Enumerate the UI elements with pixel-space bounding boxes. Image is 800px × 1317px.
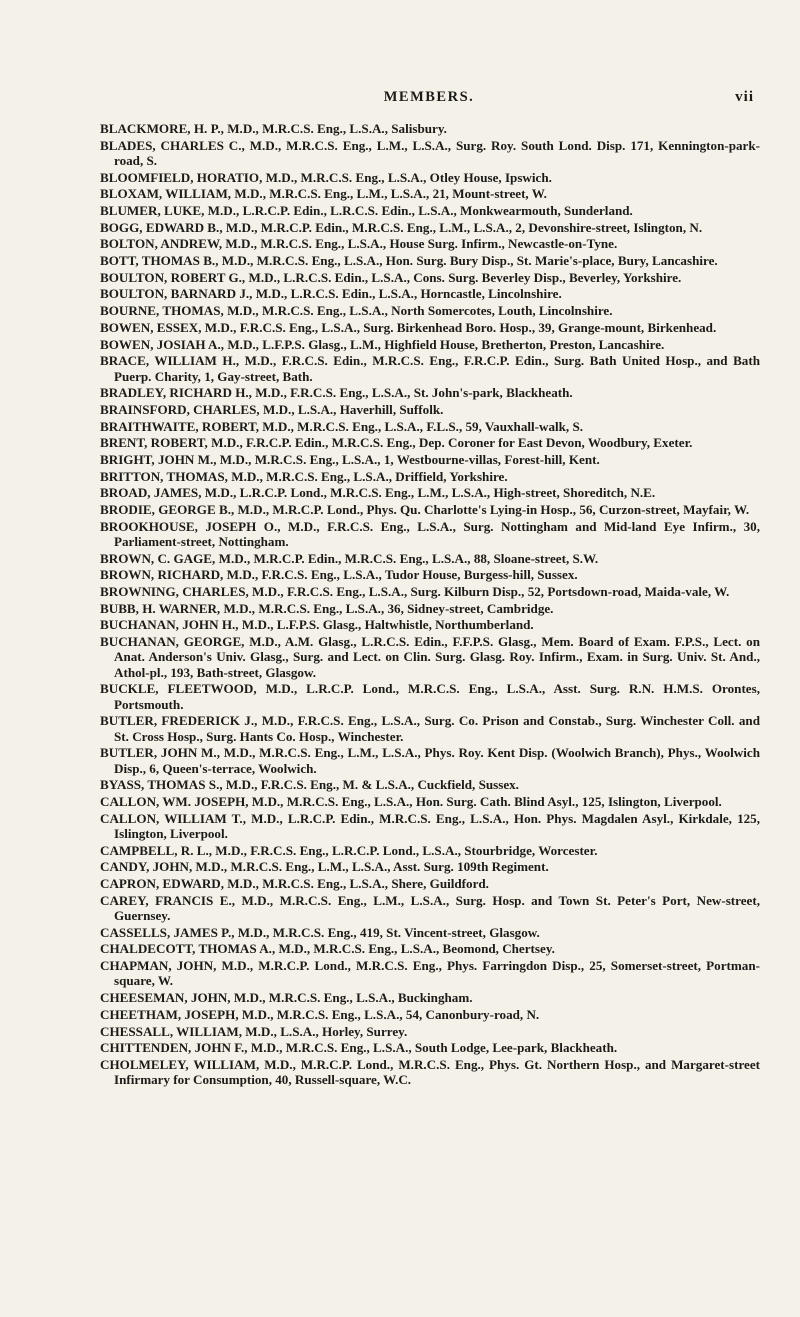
member-entry: CANDY, JOHN, M.D., M.R.C.S. Eng., L.M., L.S.A., Asst. Surg. 109th Regiment. <box>100 859 549 875</box>
member-entry: BOURNE, THOMAS, M.D., M.R.C.S. Eng., L.S.A., North Somercotes, Louth, Lincolnshire. <box>100 303 613 319</box>
member-entry: BLUMER, LUKE, M.D., L.R.C.P. Edin., L.R.C.S. Edin., L.S.A., Monkwearmouth, Sunderland. <box>100 203 633 219</box>
member-entry: BRENT, ROBERT, M.D., F.R.C.P. Edin., M.R.C.S. Eng., Dep. Coroner for East Devon, Woodbury, Exeter. <box>100 435 693 451</box>
member-entry: BUTLER, JOHN M., M.D., M.R.C.S. Eng., L.M., L.S.A., Phys. Roy. Kent Disp. (Woolwich Branch), Phys., Woolwich Disp., 6, Queen's-terrace, Woolwich. <box>100 745 760 776</box>
member-entry: CHAPMAN, JOHN, M.D., M.R.C.P. Lond., M.R.C.S. Eng., Phys. Farringdon Disp., 25, Somerset-street, Portman-square, W. <box>100 958 760 989</box>
member-entry: CHEETHAM, JOSEPH, M.D., M.R.C.S. Eng., L.S.A., 54, Canonbury-road, N. <box>100 1006 540 1022</box>
member-entry: CASSELLS, JAMES P., M.D., M.R.C.S. Eng., 419, St. Vincent-street, Glasgow. <box>100 924 540 940</box>
member-entry: BUCKLE, FLEETWOOD, M.D., L.R.C.P. Lond., M.R.C.S. Eng., L.S.A., Asst. Surg. R.N. H.M.S. Orontes, Portsmouth. <box>100 681 760 712</box>
member-entry: CALLON, WILLIAM T., M.D., L.R.C.P. Edin., M.R.C.S. Eng., L.S.A., Hon. Phys. Magdalen Asyl., Kirkdale, 125, Islington, Liverpool. <box>100 810 760 842</box>
member-entry: CALLON, WM. JOSEPH, M.D., M.R.C.S. Eng., L.S.A., Hon. Surg. Cath. Blind Asyl., 125, Islington, Liverpool. <box>100 794 722 810</box>
member-entry: BROOKHOUSE, JOSEPH O., M.D., F.R.C.S. Eng., L.S.A., Surg. Nottingham and Mid-land Eye Infirm., 30, Parliament-street, Nottingham. <box>100 518 760 550</box>
member-entry: BRACE, WILLIAM H., M.D., F.R.C.S. Edin., M.R.C.S. Eng., F.R.C.P. Edin., Surg. Bath United Hosp., and Bath Puerp. Charity, 1, Gay-street, Bath. <box>100 353 760 384</box>
running-head <box>100 89 758 109</box>
member-entry: BRAITHWAITE, ROBERT, M.D., M.R.C.S. Eng., L.S.A., F.L.S., 59, Vauxhall-walk, S. <box>100 418 584 434</box>
member-entry: BLOOMFIELD, HORATIO, M.D., M.R.C.S. Eng., L.S.A., Otley House, Ipswich. <box>100 169 552 185</box>
member-entry: BRIGHT, JOHN M., M.D., M.R.C.S. Eng., L.S.A., 1, Westbourne-villas, Forest-hill, Kent. <box>100 451 600 467</box>
member-entry: BYASS, THOMAS S., M.D., F.R.C.S. Eng., M. & L.S.A., Cuckfield, Sussex. <box>100 777 519 793</box>
member-entry: BUTLER, FREDERICK J., M.D., F.R.C.S. Eng., L.S.A., Surg. Co. Prison and Constab., Surg. Winchester Coll. and St. Cross Hosp., Surg. Hants Co. Hosp., Winchester. <box>100 713 760 744</box>
member-entry: CHEESEMAN, JOHN, M.D., M.R.C.S. Eng., L.S.A., Buckingham. <box>100 990 473 1006</box>
member-entry: BUBB, H. WARNER, M.D., M.R.C.S. Eng., L.S.A., 36, Sidney-street, Cambridge. <box>100 600 554 616</box>
member-entry: CAREY, FRANCIS E., M.D., M.R.C.S. Eng., L.M., L.S.A., Surg. Hosp. and Town St. Peter's Port, New-street, Guernsey. <box>100 892 760 924</box>
member-entry: CHALDECOTT, THOMAS A., M.D., M.R.C.S. Eng., L.S.A., Beomond, Chertsey. <box>100 941 555 957</box>
member-entry: BOWEN, ESSEX, M.D., F.R.C.S. Eng., L.S.A., Surg. Birkenhead Boro. Hosp., 39, Grange-mount, Birkenhead. <box>100 319 717 335</box>
member-entry: BLOXAM, WILLIAM, M.D., M.R.C.S. Eng., L.M., L.S.A., 21, Mount-street, W. <box>100 186 547 202</box>
member-entry: BOLTON, ANDREW, M.D., M.R.C.S. Eng., L.S.A., House Surg. Infirm., Newcastle-on-Tyne. <box>100 236 618 252</box>
member-entry: CHITTENDEN, JOHN F., M.D., M.R.C.S. Eng., L.S.A., South Lodge, Lee-park, Blackheath. <box>100 1040 618 1056</box>
member-entry: BLADES, CHARLES C., M.D., M.R.C.S. Eng., L.M., L.S.A., Surg. Roy. South Lond. Disp. 171, Kennington-park-road, S. <box>100 137 760 168</box>
member-entry: BOULTON, ROBERT G., M.D., L.R.C.S. Edin., L.S.A., Cons. Surg. Beverley Disp., Beverley, Yorkshire. <box>100 269 682 285</box>
member-entry: CHESSALL, WILLIAM, M.D., L.S.A., Horley, Surrey. <box>100 1023 408 1039</box>
member-entry: BOWEN, JOSIAH A., M.D., L.F.P.S. Glasg., L.M., Highfield House, Bretherton, Preston, Lancashire. <box>100 336 665 352</box>
member-entry: BUCHANAN, JOHN H., M.D., L.F.P.S. Glasg., Haltwhistle, Northumberland. <box>100 617 534 633</box>
member-entry: BLACKMORE, H. P., M.D., M.R.C.S. Eng., L.S.A., Salisbury. <box>100 121 447 136</box>
member-entry: BROWN, RICHARD, M.D., F.R.C.S. Eng., L.S.A., Tudor House, Burgess-hill, Sussex. <box>100 567 578 583</box>
member-entry: BRODIE, GEORGE B., M.D., M.R.C.P. Lond., Phys. Qu. Charlotte's Lying-in Hosp., 56, Curzon-street, Mayfair, W. <box>100 502 750 518</box>
member-entry: BRAINSFORD, CHARLES, M.D., L.S.A., Haverhill, Suffolk. <box>100 401 444 417</box>
member-entry: BROWNING, CHARLES, M.D., F.R.C.S. Eng., L.S.A., Surg. Kilburn Disp., 52, Portsdown-road, Maida-vale, W. <box>100 584 730 600</box>
member-entry: BRADLEY, RICHARD H., M.D., F.R.C.S. Eng., L.S.A., St. John's-park, Blackheath. <box>100 385 573 401</box>
member-entry: BROAD, JAMES, M.D., L.R.C.P. Lond., M.R.C.S. Eng., L.M., L.S.A., High-street, Shoreditch, N.E. <box>100 485 656 501</box>
member-list <box>100 121 760 1089</box>
page-title: MEMBERS. <box>383 89 475 105</box>
member-entry: CAPRON, EDWARD, M.D., M.R.C.S. Eng., L.S.A., Shere, Guildford. <box>100 876 489 892</box>
member-entry: CAMPBELL, R. L., M.D., F.R.C.S. Eng., L.R.C.P. Lond., L.S.A., Stourbridge, Worcester. <box>100 842 598 858</box>
member-entry: BOGG, EDWARD B., M.D., M.R.C.P. Edin., M.R.C.S. Eng., L.M., L.S.A., 2, Devonshire-street, Islington, N. <box>100 219 703 235</box>
member-entry: BUCHANAN, GEORGE, M.D., A.M. Glasg., L.R.C.S. Edin., F.F.P.S. Glasg., Mem. Board of Exam. F.P.S., Lect. on Anat. Anderson's Univ. Glasg., Surg. and Lect. on Clin. Surg. Glasg. Roy. Infirm., Exam. in Surg. Univ. St. And., Athol-pl., 193, Bath-street, Glasgow. <box>100 634 760 680</box>
page-number: vii <box>735 89 754 105</box>
member-entry: BOTT, THOMAS B., M.D., M.R.C.S. Eng., L.S.A., Hon. Surg. Bury Disp., St. Marie's-place, Bury, Lancashire. <box>100 253 718 269</box>
member-entry: BRITTON, THOMAS, M.D., M.R.C.S. Eng., L.S.A., Driffield, Yorkshire. <box>100 468 508 484</box>
member-entry: BOULTON, BARNARD J., M.D., L.R.C.S. Edin., L.S.A., Horncastle, Lincolnshire. <box>100 286 562 302</box>
member-entry: CHOLMELEY, WILLIAM, M.D., M.R.C.P. Lond., M.R.C.S. Eng., Phys. Gt. Northern Hosp., and Margaret-street Infirmary for Consumption, 40, Russell-square, W.C. <box>100 1056 760 1088</box>
member-entry: BROWN, C. GAGE, M.D., M.R.C.P. Edin., M.R.C.S. Eng., L.S.A., 88, Sloane-street, S.W. <box>100 550 599 566</box>
